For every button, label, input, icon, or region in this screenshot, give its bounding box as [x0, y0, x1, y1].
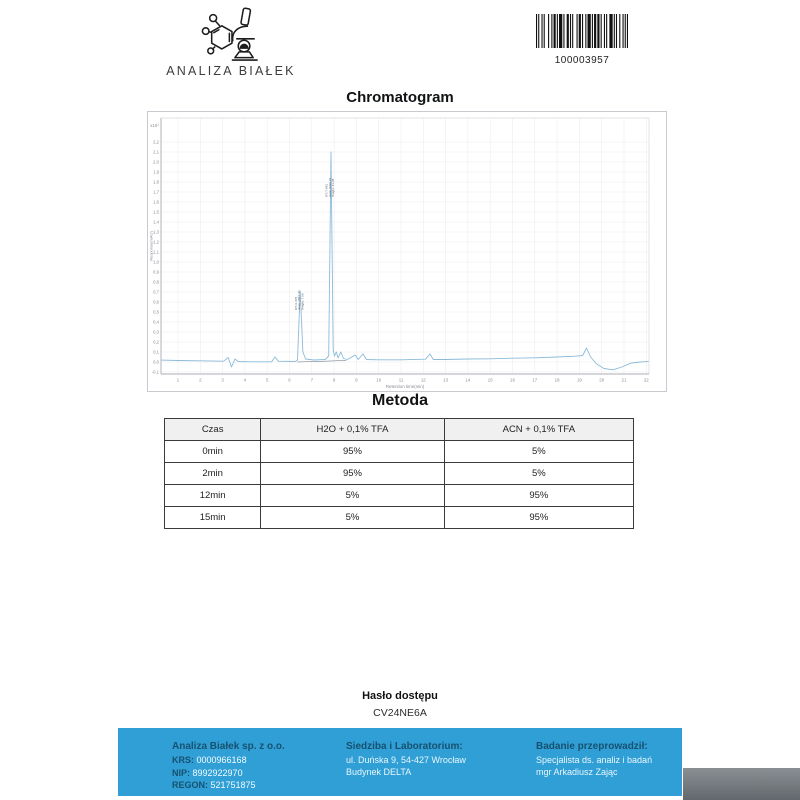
table-row [165, 507, 634, 529]
cell-acn: 95% [444, 507, 633, 529]
svg-text:0,0: 0,0 [153, 359, 159, 365]
svg-text:1,5: 1,5 [153, 209, 159, 215]
footer-building-line: Budynek DELTA [346, 767, 412, 777]
access-password-label: Hasło dostępu [362, 690, 438, 702]
svg-text:2,1: 2,1 [153, 149, 159, 155]
footer-regon-row [172, 779, 346, 792]
svg-text:8: 8 [332, 377, 336, 383]
footer [118, 728, 682, 796]
footer-krs-row [172, 754, 346, 767]
chromatogram-title: Chromatogram [346, 89, 454, 106]
footer-examiner-title: Badanie przeprowadził: [536, 741, 648, 752]
svg-text:1,2: 1,2 [153, 239, 159, 245]
svg-text:11: 11 [398, 377, 404, 383]
cell-h2o: 5% [261, 485, 444, 507]
svg-text:17: 17 [532, 377, 538, 383]
svg-text:0,8: 0,8 [153, 279, 159, 285]
footer-address-line: ul. Duńska 9, 54-427 Wrocław [346, 755, 466, 765]
svg-text:0,3: 0,3 [153, 329, 159, 335]
svg-text:2: 2 [199, 377, 202, 383]
svg-text:9: 9 [355, 377, 358, 383]
svg-text:13: 13 [443, 377, 449, 383]
header-acn: ACN + 0,1% TFA [444, 419, 633, 441]
svg-text:0,4: 0,4 [153, 319, 159, 325]
svg-text:1: 1 [176, 377, 180, 383]
svg-text:1,9: 1,9 [153, 169, 159, 175]
footer-company-title: Analiza Białek sp. z o.o. [172, 741, 285, 752]
svg-text:1,1: 1,1 [153, 249, 159, 255]
nip-value: 8992922970 [192, 767, 243, 778]
svg-text:1,7: 1,7 [153, 189, 159, 195]
access-password-code: CV24NE6A [373, 707, 427, 719]
svg-text:Area: 1822.40: Area: 1822.40 [297, 290, 302, 310]
access-section [0, 690, 800, 719]
cell-czas: 0min [165, 441, 261, 463]
svg-text:2,0: 2,0 [153, 159, 159, 165]
svg-text:1,0: 1,0 [153, 259, 159, 265]
svg-text:Area: 5391.21: Area: 5391.21 [327, 177, 332, 197]
cell-h2o: 95% [261, 441, 444, 463]
svg-text:Height: 7.06: Height: 7.06 [300, 293, 305, 310]
svg-text:0,7: 0,7 [153, 289, 159, 295]
cell-acn: 95% [444, 485, 633, 507]
cell-czas: 2min [165, 463, 261, 485]
svg-text:1,4: 1,4 [153, 219, 159, 225]
svg-text:0,2: 0,2 [153, 339, 159, 345]
svg-text:2,2: 2,2 [153, 139, 159, 145]
page-corner-shadow [683, 768, 800, 800]
regon-label: REGON: [172, 780, 208, 790]
svg-text:0,1: 0,1 [153, 349, 159, 355]
table-row [165, 485, 634, 507]
svg-text:7: 7 [310, 377, 314, 383]
svg-text:RT: 7.861: RT: 7.861 [324, 183, 329, 197]
chromatogram-plot [148, 112, 666, 391]
barcode-number: 100003957 [554, 55, 610, 66]
footer-examiner-role: Specjalista ds. analiz i badań [536, 755, 653, 765]
svg-text:10: 10 [376, 377, 382, 383]
svg-text:0,5: 0,5 [153, 309, 159, 315]
barcode [536, 14, 628, 66]
svg-text:15: 15 [487, 377, 493, 383]
svg-text:1,8: 1,8 [153, 179, 159, 185]
svg-text:21: 21 [621, 377, 627, 383]
svg-text:Height: 21.05: Height: 21.05 [331, 178, 336, 197]
svg-text:-0,1: -0,1 [151, 369, 159, 375]
cell-czas: 15min [165, 507, 261, 529]
svg-text:16: 16 [510, 377, 515, 383]
table-row [165, 463, 634, 485]
footer-company-column [172, 741, 346, 796]
svg-text:RT: 6.478: RT: 6.478 [293, 296, 298, 310]
krs-label: KRS: [172, 755, 194, 765]
krs-value: 0000966168 [196, 755, 247, 765]
molecule-microscope-icon [200, 6, 262, 62]
svg-text:19: 19 [576, 377, 582, 383]
company-logo [166, 6, 296, 78]
header-h2o: H2O + 0,1% TFA [261, 419, 444, 441]
chromatogram-chart [147, 111, 667, 392]
svg-text:1,3: 1,3 [153, 229, 159, 235]
footer-examiner-column [536, 741, 682, 796]
regon-value: 521751875 [210, 780, 256, 790]
cell-h2o: 5% [261, 507, 444, 529]
svg-text:20: 20 [599, 377, 605, 383]
company-logo-text: ANALIZA BIAŁEK [166, 64, 296, 78]
svg-text:18: 18 [554, 377, 560, 383]
svg-text:4: 4 [243, 377, 247, 383]
method-title: Metoda [372, 392, 428, 409]
svg-text:6: 6 [288, 377, 291, 383]
svg-text:14: 14 [465, 377, 471, 383]
cell-acn: 5% [444, 441, 633, 463]
cell-acn: 5% [444, 463, 633, 485]
svg-text:0,9: 0,9 [153, 269, 159, 275]
footer-nip-row [172, 767, 346, 780]
footer-location-title: Siedziba i Laboratorium: [346, 741, 463, 752]
table-header-row [165, 419, 634, 441]
svg-text:Retention time(min): Retention time(min) [385, 384, 425, 389]
footer-examiner-name: mgr Arkadiusz Zając [536, 767, 618, 777]
svg-text:1,6: 1,6 [153, 199, 159, 205]
table-row [165, 441, 634, 463]
method-table [164, 418, 634, 529]
svg-text:Response(mAU): Response(mAU) [148, 231, 154, 261]
svg-text:0,6: 0,6 [153, 299, 159, 305]
barcode-image [536, 14, 628, 48]
nip-label: NIP: [172, 767, 190, 778]
svg-text:22: 22 [643, 377, 649, 383]
svg-text:x101: $x10^1$ [150, 122, 159, 128]
svg-text:12: 12 [420, 377, 426, 383]
footer-location-column [346, 741, 536, 796]
cell-czas: 12min [165, 485, 261, 507]
svg-text:3: 3 [221, 377, 224, 383]
header-czas: Czas [165, 419, 261, 441]
cell-h2o: 95% [261, 463, 444, 485]
svg-text:5: 5 [265, 377, 269, 383]
